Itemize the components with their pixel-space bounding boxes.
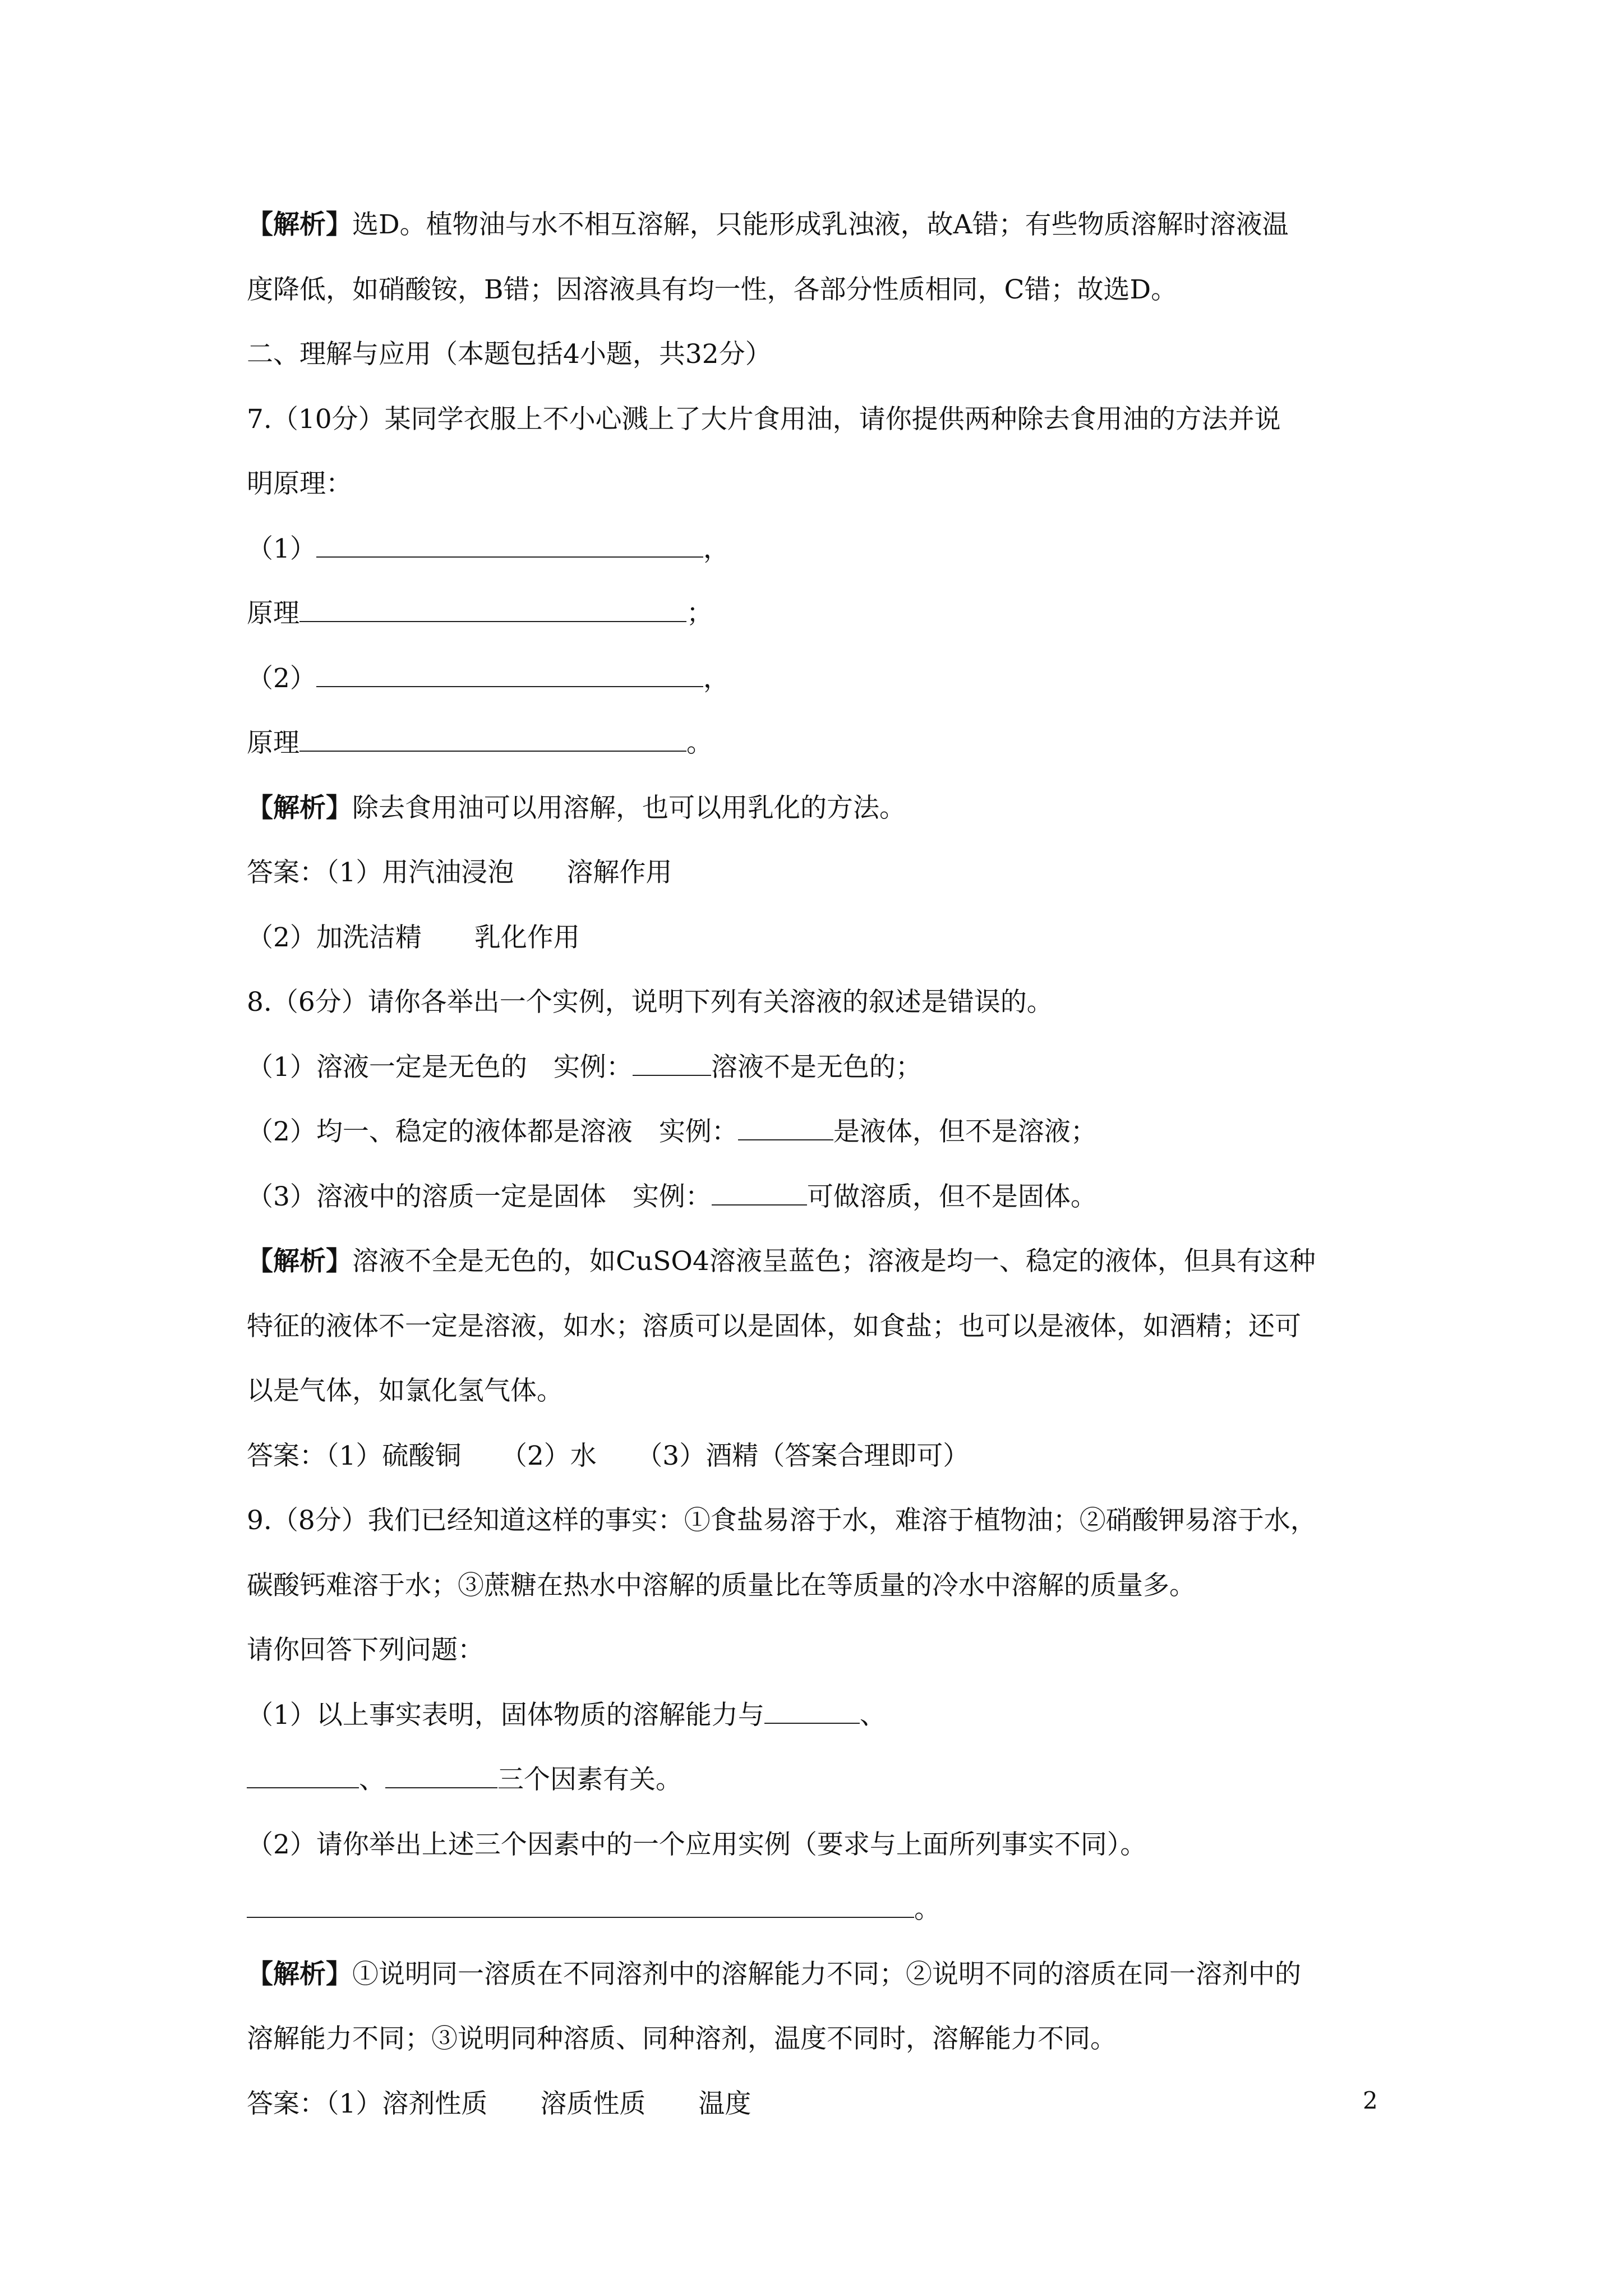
analysis-line: 【解析】选D。植物油与水不相互溶解，只能形成乳浊液，故A错；有些物质溶解时溶液温 (247, 209, 1289, 240)
text-line: 特征的液体不一定是溶液，如水；溶质可以是固体，如食盐；也可以是液体，如酒精；还可 (247, 1310, 1301, 1342)
fill-line: （1） ， (247, 532, 1396, 567)
section-heading: 二、理解与应用（本题包括4小题，共32分） (247, 339, 772, 370)
analysis-line: 【解析】除去食用油可以用溶解，也可以用乳化的方法。 (247, 792, 906, 823)
text-line: 溶解能力不同；③说明同种溶质、同种溶剂，温度不同时，溶解能力不同。 (247, 2023, 1117, 2054)
answer-blank[interactable] (385, 1763, 497, 1788)
fill-line: 原理 ； (247, 596, 1396, 631)
question-7: 7.（10分）某同学衣服上不小心溅上了大片食用油，请你提供两种除去食用油的方法并说 (247, 403, 1281, 435)
fill-line: （2） ， (247, 661, 1396, 696)
answer-line: 答案：（1）硫酸铜 （2）水 （3）酒精（答案合理即可） (247, 1440, 970, 1471)
text-line: 碳酸钙难溶于水；③蔗糖在热水中溶解的质量比在等质量的冷水中溶解的质量多。 (247, 1570, 1196, 1601)
text-line: 明原理： (247, 468, 352, 499)
answer-line: 答案：（1）溶剂性质 溶质性质 温度 (247, 2088, 751, 2119)
answer-line: （2）加洗洁精 乳化作用 (247, 922, 580, 953)
analysis-tag: 【解析】 (247, 1246, 352, 1277)
fill-line: 。 (247, 1892, 1396, 1927)
fill-line: （1）溶液一定是无色的 实例： 溶液不是无色的； (247, 1050, 1396, 1085)
fill-line: 、 三个因素有关。 (247, 1763, 1396, 1797)
answer-blank[interactable] (633, 1050, 711, 1076)
answer-blank[interactable] (738, 1115, 833, 1140)
answer-blank[interactable] (299, 596, 686, 622)
answer-blank[interactable] (316, 532, 703, 558)
question-8: 8.（6分）请你各举出一个实例，说明下列有关溶液的叙述是错误的。 (247, 987, 1053, 1018)
question-9: 9.（8分）我们已经知道这样的事实：①食盐易溶于水，难溶于植物油；②硝酸钾易溶于水， (247, 1505, 1317, 1536)
analysis-tag: 【解析】 (247, 209, 352, 240)
answer-line: 答案：（1）用汽油浸泡 溶解作用 (247, 857, 672, 888)
answer-blank[interactable] (247, 1763, 359, 1788)
fill-line: （2）均一、稳定的液体都是溶液 实例： 是液体，但不是溶液； (247, 1115, 1396, 1149)
answer-blank[interactable] (764, 1698, 860, 1724)
answer-blank[interactable] (316, 661, 703, 687)
fill-line: 原理 。 (247, 726, 1396, 761)
fill-line: （1）以上事实表明，固体物质的溶解能力与 、 (247, 1698, 1396, 1733)
text-line: 以是气体，如氯化氢气体。 (247, 1375, 563, 1406)
text-line: 请你回答下列问题： (247, 1635, 484, 1665)
document-body (247, 208, 1396, 2151)
fill-line: （3）溶液中的溶质一定是固体 实例： 可做溶质，但不是固体。 (247, 1180, 1396, 1214)
analysis-line: 【解析】溶液不全是无色的，如CuSO4溶液呈蓝色；溶液是均一、稳定的液体，但具有这种 (247, 1246, 1316, 1277)
analysis-tag: 【解析】 (247, 1958, 352, 1990)
page-number: 2 (1363, 2087, 1378, 2114)
text-line: （2）请你举出上述三个因素中的一个应用实例（要求与上面所列事实不同）。 (247, 1829, 1147, 1860)
text-line: 度降低，如硝酸铵，B错；因溶液具有均一性，各部分性质相同，C错；故选D。 (247, 274, 1178, 305)
analysis-tag: 【解析】 (247, 792, 352, 823)
analysis-line: 【解析】①说明同一溶质在不同溶剂中的溶解能力不同；②说明不同的溶质在同一溶剂中的 (247, 1958, 1301, 1990)
answer-blank[interactable] (299, 726, 686, 752)
answer-blank[interactable] (247, 1892, 914, 1918)
answer-blank[interactable] (712, 1180, 807, 1205)
